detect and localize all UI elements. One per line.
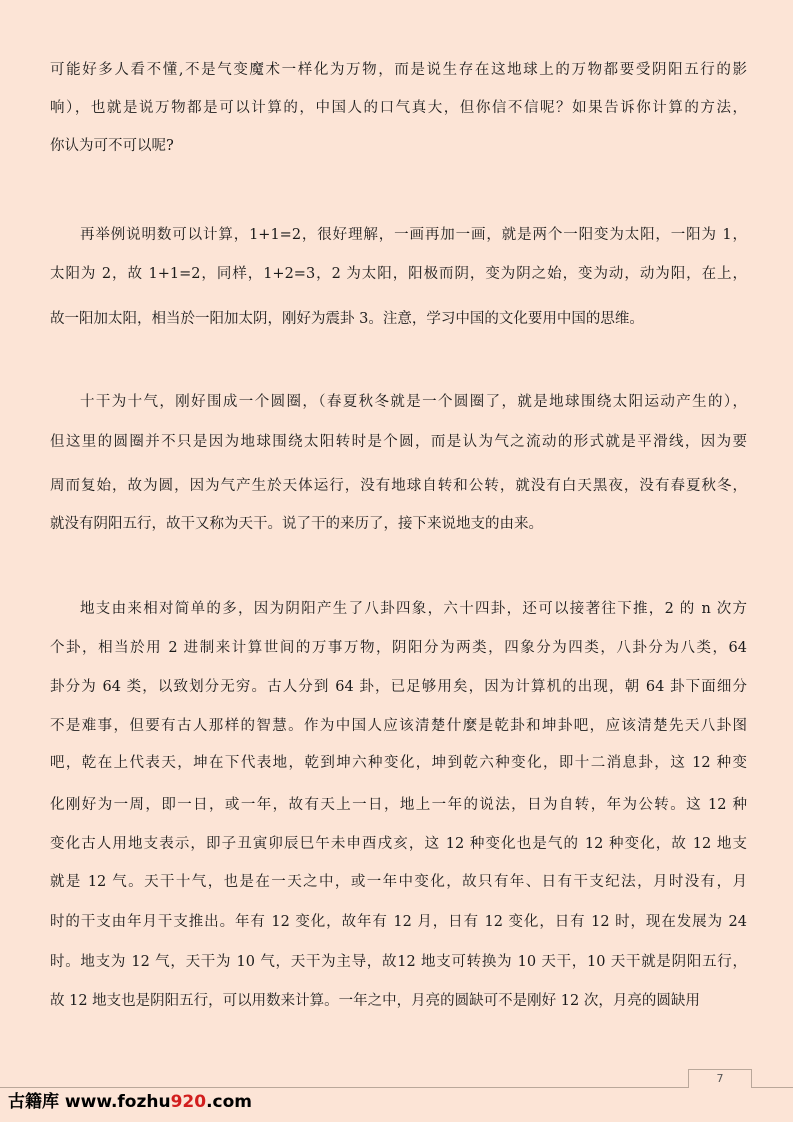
text-line: 可能好多人看不懂,不是气变魔术一样化为万物，而是说生存在这地球上的万物都要受阴阳五行的影 xyxy=(50,62,747,78)
text-line: 就是 12 气。天干十气，也是在一天之中，或一年中变化，故只有年、日有干支纪法，月时没有，月 xyxy=(50,874,747,890)
site-watermark xyxy=(8,1087,252,1117)
text-line: 十干为十气，刚好围成一个圆圈，（春夏秋冬就是一个圆圈了，就是地球围绕太阳运动产生的）， xyxy=(80,394,747,410)
text-line: 卦分为 64 类，以致划分无穷。古人分到 64 卦，已足够用矣，因为计算机的出现，朝 64 卦下面细分 xyxy=(50,679,747,695)
text-line: 吧，乾在上代表天，坤在下代表地，乾到坤六种变化，坤到乾六种变化，即十二消息卦，这 12 种变 xyxy=(50,755,747,771)
text-line: 但这里的圆圈并不只是因为地球围绕太阳转时是个圆，而是认为气之流动的形式就是平滑线，因为要 xyxy=(50,434,747,450)
text-line: 故一阳加太阳，相当於一阳加太阴，刚好为震卦 3。注意，学习中国的文化要用中国的思维。 xyxy=(50,311,644,327)
watermark-site-prefix: www.fozhu xyxy=(64,1092,171,1112)
text-line: 响），也就是说万物都是可以计算的，中国人的口气真大，但你信不信呢？如果告诉你计算的方法， xyxy=(50,100,747,116)
watermark-site-number: 920 xyxy=(170,1092,207,1112)
page-number: 7 xyxy=(688,1069,752,1088)
text-line: 变化古人用地支表示，即子丑寅卯辰巳午未申酉戌亥，这 12 种变化也是气的 12 种变化，故 12 地支 xyxy=(50,836,747,852)
text-line: 故 12 地支也是阴阳五行，可以用数来计算。一年之中，月亮的圆缺可不是刚好 12 次，月亮的圆缺用 xyxy=(50,993,700,1009)
text-line: 太阳为 2，故 1+1=2，同样，1+2=3，2 为太阳，阳极而阴，变为阴之始，变为动，动为阳，在上， xyxy=(50,266,747,282)
text-line: 你认为可不可以呢? xyxy=(50,138,174,154)
watermark-brand: 古籍库 xyxy=(8,1092,59,1112)
text-line: 时的干支由年月干支推出。年有 12 变化，故年有 12 月，日有 12 变化，日有 12 时，现在发展为 24 xyxy=(50,914,747,930)
text-line: 地支由来相对简单的多，因为阴阳产生了八卦四象，六十四卦，还可以接著往下推，2 的 n 次方 xyxy=(80,601,747,617)
text-line: 就没有阴阳五行，故干又称为天干。说了干的来历了，接下来说地支的由来。 xyxy=(50,516,543,532)
text-line: 再举例说明数可以计算，1+1=2，很好理解，一画再加一画，就是两个一阳变为太阳，一阳为 1， xyxy=(80,227,747,243)
text-line: 化刚好为一周，即一日，或一年，故有天上一日，地上一年的说法，日为自转，年为公转。这 12 种 xyxy=(50,797,747,813)
text-line: 时。地支为 12 气，天干为 10 气，天干为主导，故12 地支可转换为 10 天干，10 天干就是阴阳五行， xyxy=(50,954,747,970)
watermark-site-suffix: .com xyxy=(206,1092,253,1112)
text-line: 不是难事，但要有古人那样的智慧。作为中国人应该清楚什麼是乾卦和坤卦吧，应该清楚先天八卦图 xyxy=(50,718,747,734)
text-line: 周而复始，故为圆，因为气产生於天体运行，没有地球自转和公转，就没有白天黑夜，没有春夏秋冬， xyxy=(50,478,747,494)
text-line: 个卦，相当於用 2 进制来计算世间的万事万物，阴阳分为两类，四象分为四类，八卦分为八类，64 xyxy=(50,640,747,656)
